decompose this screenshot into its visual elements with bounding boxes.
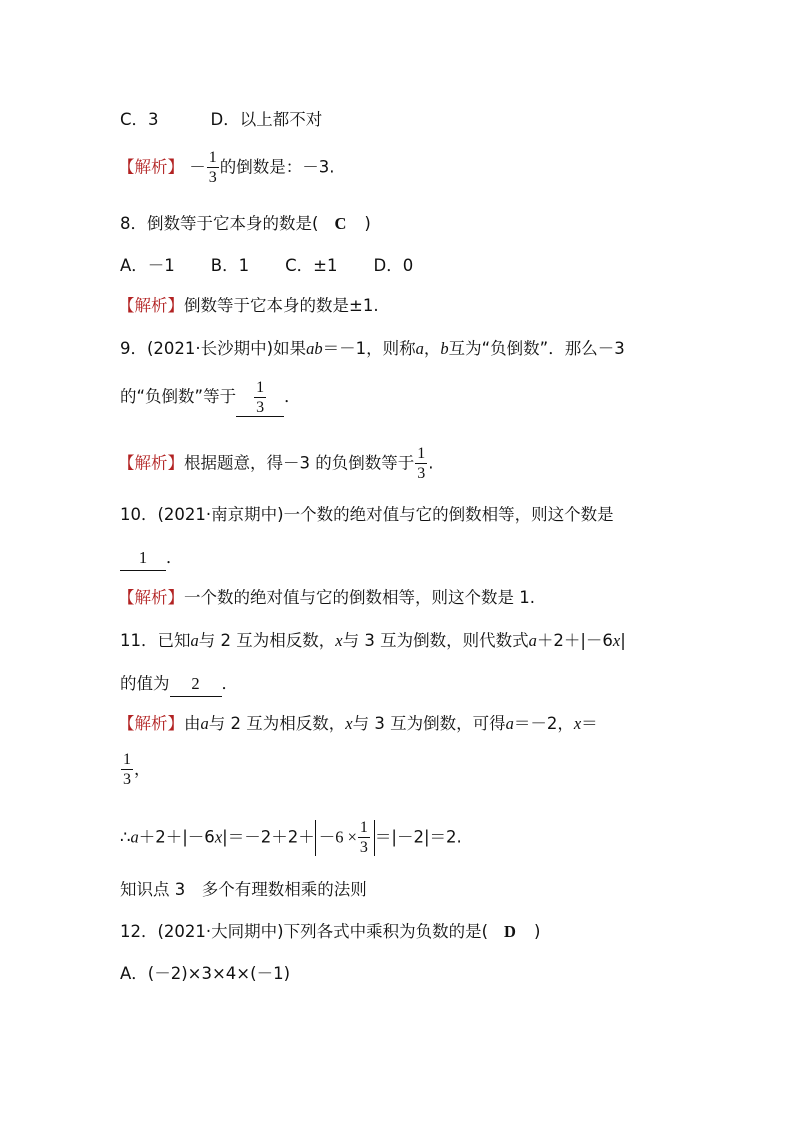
analysis-tag: 【解析】	[118, 157, 184, 177]
q-text: 9．(2021·长沙期中)如果	[120, 339, 307, 358]
analysis-tag: 【解析】	[118, 296, 184, 315]
neg-sign: －	[189, 157, 206, 177]
analysis-10	[118, 586, 535, 610]
q-text: 与 2 互为相反数，	[198, 631, 336, 650]
option-d: D．以上都不对	[210, 110, 323, 129]
option-a: A．(－2)×3×4×(－1)	[120, 964, 291, 983]
section-heading	[120, 878, 367, 902]
q-text: 互为“负倒数”．那么－3	[448, 339, 625, 358]
var-ab: ab	[306, 339, 323, 358]
analysis-8	[118, 294, 379, 318]
calc-text: ＋2＋|－6	[138, 827, 215, 847]
question-9	[120, 337, 625, 361]
fraction: $\frac{1}{3}$	[123, 751, 131, 788]
paren-close: )	[364, 214, 371, 233]
question-9-cont	[120, 380, 301, 417]
analysis-text: ，	[134, 759, 151, 779]
answer-blank	[236, 380, 284, 417]
var-a: a	[505, 714, 514, 733]
var-b: b	[440, 339, 449, 358]
analysis-text: 倒数等于它本身的数是±1.	[184, 296, 379, 315]
analysis-text: ＝－2，	[513, 714, 574, 733]
analysis-tag: 【解析】	[118, 588, 184, 607]
q-text: |	[620, 631, 626, 650]
answer: C	[334, 214, 347, 233]
paren-close: )	[533, 922, 541, 941]
question-12	[120, 920, 540, 944]
calc-text: －6 ×	[318, 827, 357, 847]
q-text: 的“负倒数”等于	[120, 386, 237, 406]
fraction: $\frac{1}{3}$	[208, 149, 217, 186]
analysis-11	[118, 712, 598, 736]
var-a: a	[130, 827, 139, 847]
var-x: x	[612, 631, 621, 650]
analysis-text: 与 3 互为倒数，可得	[352, 714, 506, 733]
option-a-12	[120, 962, 290, 986]
question-11-cont	[120, 672, 238, 697]
var-x: x	[335, 631, 343, 650]
analysis-tag: 【解析】	[118, 714, 184, 733]
option-d: D．0	[373, 256, 414, 275]
analysis-text: 由	[184, 714, 201, 733]
q-text: 11．已知	[120, 631, 191, 650]
absolute-value	[315, 820, 375, 856]
answer: D	[504, 922, 516, 941]
var-x: x	[573, 714, 582, 733]
therefore-sign: ∴	[120, 827, 131, 847]
analysis-text: 与 2 互为相反数，	[208, 714, 346, 733]
options-row-7	[120, 108, 322, 132]
question-10-cont	[120, 546, 183, 571]
var-a: a	[200, 714, 209, 733]
fraction: $\frac{1}{3}$	[417, 445, 426, 482]
q-text: ．	[221, 674, 238, 693]
answer-blank: 1	[120, 546, 166, 571]
q-text: ＝－1，则称	[322, 339, 416, 358]
analysis-7	[118, 150, 335, 186]
question-8	[120, 212, 371, 236]
q-text: 的值为	[120, 674, 170, 693]
question-text: 8．倒数等于它本身的数是(	[120, 214, 319, 233]
options-row-8	[120, 254, 413, 278]
var-x: x	[345, 714, 353, 733]
option-a: A．－1	[120, 256, 175, 275]
q-text: 与 3 互为倒数，则代数式	[342, 631, 529, 650]
calc-text: ＝|－2|＝2.	[374, 827, 462, 847]
question-text: 12．(2021·大同期中)下列各式中乘积为负数的是(	[120, 922, 489, 941]
q-text: ．	[284, 386, 301, 406]
option-c: C．3	[120, 110, 159, 129]
analysis-text: ＝	[581, 714, 598, 733]
q-text: ，	[423, 339, 441, 358]
q-text: 10．(2021·南京期中)一个数的绝对值与它的倒数相等，则这个数是	[120, 505, 614, 524]
analysis-text: 的倒数是：－3.	[219, 157, 335, 177]
var-a: a	[528, 631, 537, 650]
analysis-11-calc	[120, 820, 462, 856]
var-a: a	[415, 339, 424, 358]
option-c: C．±1	[285, 256, 338, 275]
q-text: ＋2＋|－6	[536, 631, 613, 650]
knowledge-point-title: 知识点 3 多个有理数相乘的法则	[120, 880, 367, 899]
question-10	[120, 503, 614, 527]
answer-blank: 2	[170, 672, 222, 697]
option-b: B．1	[210, 256, 250, 275]
analysis-text: .	[428, 453, 434, 473]
var-a: a	[190, 631, 199, 650]
analysis-11-fraction	[120, 752, 151, 788]
analysis-9	[118, 446, 434, 482]
calc-text: |＝－2＋2＋	[222, 827, 315, 847]
var-x: x	[214, 827, 223, 847]
analysis-text: 根据题意，得－3 的负倒数等于	[184, 453, 415, 473]
fraction: $\frac{1}{3}$	[359, 819, 368, 856]
q-text: ．	[166, 548, 183, 567]
analysis-text: 一个数的绝对值与它的倒数相等，则这个数是 1.	[184, 588, 535, 607]
question-11	[120, 629, 626, 653]
fraction: $\frac{1}{3}$	[256, 379, 265, 416]
analysis-tag: 【解析】	[118, 453, 184, 473]
